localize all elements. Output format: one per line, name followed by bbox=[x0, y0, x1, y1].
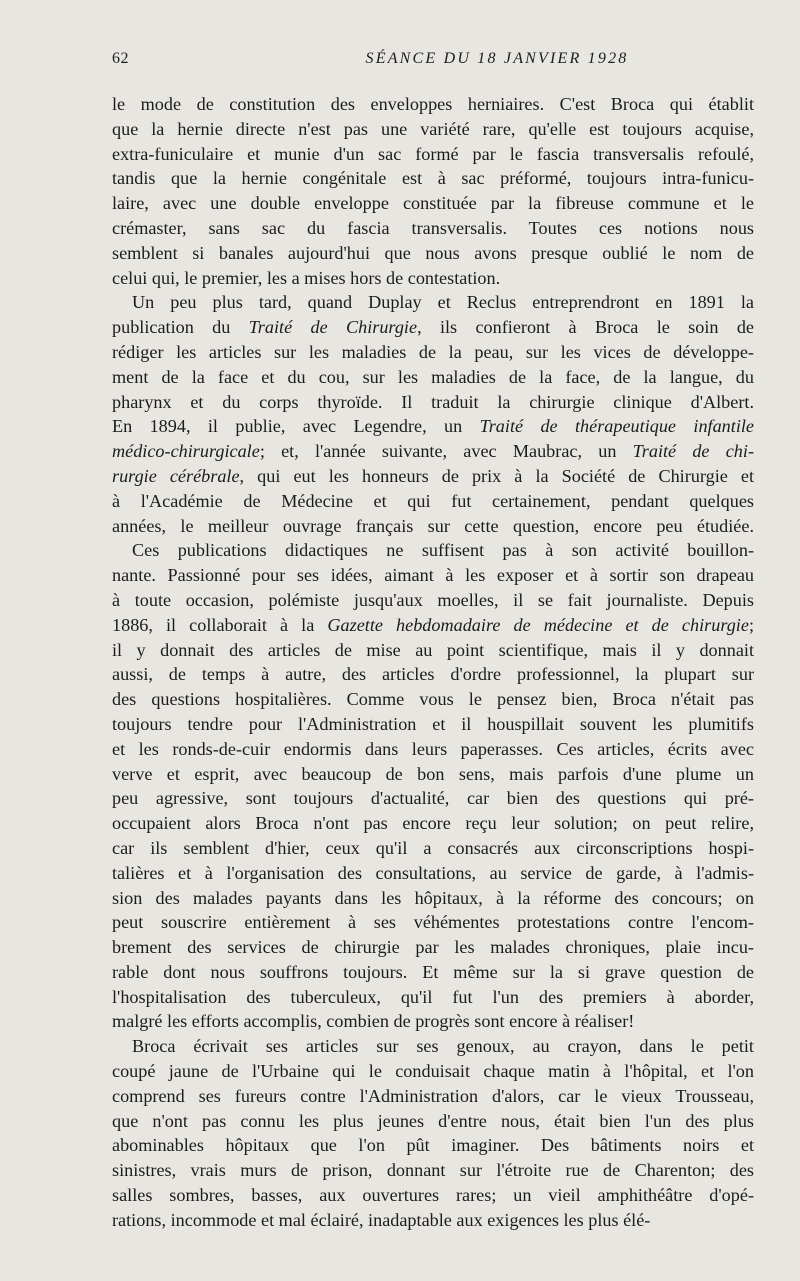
text-line: années, le meilleur ouvrage français sur cette question, encore peu étudiée. bbox=[112, 515, 754, 536]
text-line: rations, incommode et mal éclairé, inadaptable aux exigences les plus élé- bbox=[112, 1209, 651, 1230]
text-line: le mode de constitution des enveloppes herniaires. C'est Broca qui établit bbox=[112, 94, 754, 114]
text-line: malgré les efforts accomplis, combien de progrès sont encore à réaliser! bbox=[112, 1011, 635, 1032]
text-line: toujours tendre pour l'Administration et il houspillait souvent les plumitifs bbox=[112, 713, 754, 734]
text-line: talières et à l'organisation des consultations, au service de garde, à l'admis- bbox=[112, 862, 754, 883]
text-segment: ; bbox=[748, 614, 754, 635]
text-line: occupaient alors Broca n'ont pas encore reçu leur solution; on peut relire, bbox=[112, 813, 754, 834]
text-segment: , ils confieront à Broca le soin de bbox=[417, 317, 754, 338]
text-line: l'hospitalisation des tuberculeux, qu'il fut l'un des premiers à aborder, bbox=[112, 986, 754, 1007]
italic-title: médico-chirurgicale bbox=[112, 441, 260, 462]
text-line: verve et esprit, avec beaucoup de bon sens, mais parfois d'une plume un bbox=[112, 763, 754, 784]
text-line: pharynx et du corps thyroïde. Il traduit la chirurgie clinique d'Albert. bbox=[112, 391, 754, 412]
text-line: car ils semblent d'hier, ceux qu'il a consacrés aux circonscriptions hospi- bbox=[112, 837, 754, 858]
text-line: extra-funiculaire et munie d'un sac formé par le fascia transversalis refoulé, bbox=[112, 143, 754, 164]
text-line bbox=[112, 414, 754, 439]
text-line: Un peu plus tard, quand Duplay et Reclus entreprendront en 1891 la bbox=[132, 292, 754, 313]
text-segment: ; et, l'année suivante, avec Maubrac, un bbox=[259, 441, 633, 462]
text-line: Broca écrivait ses articles sur ses genoux, au crayon, dans le petit bbox=[132, 1036, 754, 1057]
text-line: sinistres, vrais murs de prison, donnant sur l'étroite rue de Charenton; des bbox=[112, 1160, 754, 1181]
text-line: semblent si banales aujourd'hui que nous avons presque oublié le nom de bbox=[112, 242, 754, 263]
italic-title: Traité de chi- bbox=[632, 441, 755, 462]
text-line: laire, avec une double enveloppe constituée par la fibreuse commune et le bbox=[112, 193, 754, 214]
text-line: crémaster, sans sac du fascia transversalis. Toutes ces notions nous bbox=[112, 217, 754, 238]
text-line: brement des services de chirurgie par les malades chroniques, plaie incu- bbox=[112, 937, 754, 958]
text-line: peu agressive, sont toujours d'actualité, car bien des questions qui pré- bbox=[112, 788, 754, 809]
text-line: peut souscrire entièrement à ses véhémentes protestations contre l'encom- bbox=[112, 912, 754, 933]
text-line: que n'ont pas connu les plus jeunes d'entre nous, était bien l'un des plus bbox=[112, 1110, 754, 1131]
text-line bbox=[112, 439, 754, 464]
text-line: aussi, de temps à autre, des articles d'ordre professionnel, la plupart sur bbox=[112, 664, 754, 685]
italic-title: rurgie cérébrale bbox=[112, 465, 240, 486]
text-line: celui qui, le premier, les a mises hors de contestation. bbox=[112, 267, 501, 288]
text-line: abominables hôpitaux que l'on pût imaginer. Des bâtiments noirs et bbox=[112, 1135, 754, 1156]
italic-title: Traité de Chirurgie bbox=[248, 317, 418, 338]
text-line: Ces publications didactiques ne suffisent pas à son activité bouillon- bbox=[132, 540, 754, 561]
text-line: il y donnait des articles de mise au point scientifique, mais il y donnait bbox=[112, 639, 754, 660]
text-segment: , qui eut les honneurs de prix à la Société de Chirurgie et bbox=[239, 465, 755, 486]
text-line: rable dont nous souffrons toujours. Et même sur la si grave question de bbox=[112, 961, 754, 982]
italic-title: Gazette hebdomadaire de médecine et de chirurgie bbox=[327, 614, 749, 635]
text-line: que la hernie directe n'est pas une variété rare, qu'elle est toujours acquise, bbox=[112, 118, 754, 139]
text-line: à l'Académie de Médecine et qui fut certainement, pendant quelques bbox=[112, 490, 754, 511]
text-line: salles sombres, basses, aux ouvertures rares; un vieil amphithéâtre d'opé- bbox=[112, 1185, 754, 1206]
text-line: comprend ses fureurs contre l'Administration d'alors, car le vieux Trousseau, bbox=[112, 1085, 754, 1106]
text-line: et les ronds-de-cuir endormis dans leurs paperasses. Ces articles, écrits avec bbox=[112, 738, 754, 759]
text-line: coupé jaune de l'Urbaine qui le conduisait chaque matin à l'hôpital, et l'on bbox=[112, 1061, 754, 1082]
text-line bbox=[112, 315, 754, 340]
text-segment: publication du bbox=[112, 317, 249, 338]
text-line: ment de la face et du cou, sur les maladies de la face, de la langue, du bbox=[112, 366, 754, 387]
italic-title: Traité de thérapeutique infantile bbox=[479, 416, 755, 437]
text-segment: 1886, il collaborait à la bbox=[112, 614, 328, 635]
text-line bbox=[112, 464, 754, 489]
text-line: rédiger les articles sur les maladies de la peau, sur les vices de développe- bbox=[112, 341, 754, 362]
body-text bbox=[112, 92, 754, 1233]
text-line: à toute occasion, polémiste jusqu'aux moelles, il se fait journaliste. Depuis bbox=[112, 589, 754, 610]
running-title: SÉANCE DU 18 JANVIER 1928 bbox=[365, 50, 629, 67]
page-number: 62 bbox=[112, 50, 129, 67]
text-line: nante. Passionné pour ses idées, aimant à les exposer et à sortir son drapeau bbox=[112, 565, 754, 586]
text-segment: En 1894, il publie, avec Legendre, un bbox=[112, 416, 480, 437]
page-header bbox=[112, 50, 754, 76]
text-line: tandis que la hernie congénitale est à sac préformé, toujours intra-funicu- bbox=[112, 168, 754, 189]
text-line: sion des malades payants dans les hôpitaux, à la réforme des concours; on bbox=[112, 887, 754, 908]
text-line: des questions hospitalières. Comme vous le pensez bien, Broca n'était pas bbox=[112, 689, 754, 710]
text-line bbox=[112, 613, 754, 638]
